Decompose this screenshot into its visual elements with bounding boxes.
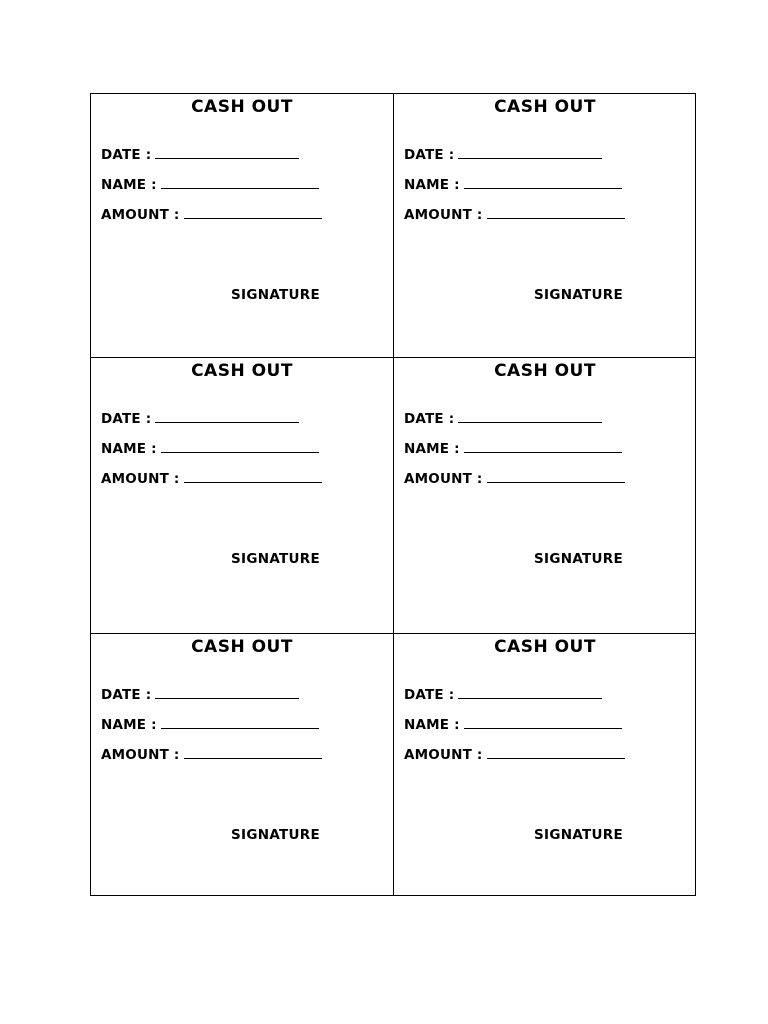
amount-label: AMOUNT :: [101, 747, 180, 763]
name-label: NAME :: [101, 717, 157, 733]
signature-label: SIGNATURE: [231, 287, 321, 303]
name-field: [101, 441, 319, 457]
date-blank-line[interactable]: [458, 157, 602, 159]
date-field: [101, 687, 299, 703]
amount-blank-line[interactable]: [487, 757, 625, 759]
name-field: [101, 177, 319, 193]
name-label: NAME :: [404, 717, 460, 733]
date-field: [101, 147, 299, 163]
amount-field: [101, 207, 322, 223]
amount-field: [404, 207, 625, 223]
name-field: [101, 717, 319, 733]
date-label: DATE :: [101, 147, 152, 163]
cash-out-voucher: [91, 358, 394, 634]
name-label: NAME :: [404, 441, 460, 457]
signature-label: SIGNATURE: [534, 287, 624, 303]
amount-label: AMOUNT :: [404, 471, 483, 487]
voucher-title: CASH OUT: [494, 361, 596, 381]
name-label: NAME :: [101, 177, 157, 193]
name-blank-line[interactable]: [464, 727, 622, 729]
voucher-title: CASH OUT: [191, 361, 293, 381]
date-field: [404, 687, 602, 703]
signature-label: SIGNATURE: [534, 827, 624, 843]
amount-label: AMOUNT :: [101, 207, 180, 223]
date-field: [101, 411, 299, 427]
name-label: NAME :: [404, 177, 460, 193]
amount-blank-line[interactable]: [487, 481, 625, 483]
cash-out-voucher: [394, 94, 696, 358]
amount-label: AMOUNT :: [101, 471, 180, 487]
name-blank-line[interactable]: [161, 187, 319, 189]
amount-field: [404, 747, 625, 763]
name-label: NAME :: [101, 441, 157, 457]
amount-blank-line[interactable]: [184, 217, 322, 219]
date-label: DATE :: [404, 687, 455, 703]
date-blank-line[interactable]: [458, 697, 602, 699]
voucher-title: CASH OUT: [191, 637, 293, 657]
cash-out-voucher: [91, 94, 394, 358]
amount-blank-line[interactable]: [487, 217, 625, 219]
amount-field: [101, 471, 322, 487]
name-field: [404, 177, 622, 193]
name-blank-line[interactable]: [161, 451, 319, 453]
amount-label: AMOUNT :: [404, 747, 483, 763]
date-blank-line[interactable]: [155, 421, 299, 423]
name-blank-line[interactable]: [464, 187, 622, 189]
amount-field: [101, 747, 322, 763]
date-label: DATE :: [101, 411, 152, 427]
amount-label: AMOUNT :: [404, 207, 483, 223]
signature-label: SIGNATURE: [534, 551, 624, 567]
name-blank-line[interactable]: [161, 727, 319, 729]
date-blank-line[interactable]: [155, 157, 299, 159]
signature-label: SIGNATURE: [231, 551, 321, 567]
date-field: [404, 147, 602, 163]
voucher-title: CASH OUT: [494, 637, 596, 657]
voucher-title: CASH OUT: [494, 97, 596, 117]
date-label: DATE :: [101, 687, 152, 703]
name-field: [404, 717, 622, 733]
cash-out-voucher: [394, 358, 696, 634]
cash-out-voucher: [394, 634, 696, 896]
amount-blank-line[interactable]: [184, 757, 322, 759]
cash-out-voucher: [91, 634, 394, 896]
cash-out-sheet: [90, 93, 696, 896]
date-label: DATE :: [404, 147, 455, 163]
date-label: DATE :: [404, 411, 455, 427]
name-blank-line[interactable]: [464, 451, 622, 453]
date-blank-line[interactable]: [155, 697, 299, 699]
date-blank-line[interactable]: [458, 421, 602, 423]
name-field: [404, 441, 622, 457]
voucher-title: CASH OUT: [191, 97, 293, 117]
date-field: [404, 411, 602, 427]
amount-field: [404, 471, 625, 487]
amount-blank-line[interactable]: [184, 481, 322, 483]
signature-label: SIGNATURE: [231, 827, 321, 843]
